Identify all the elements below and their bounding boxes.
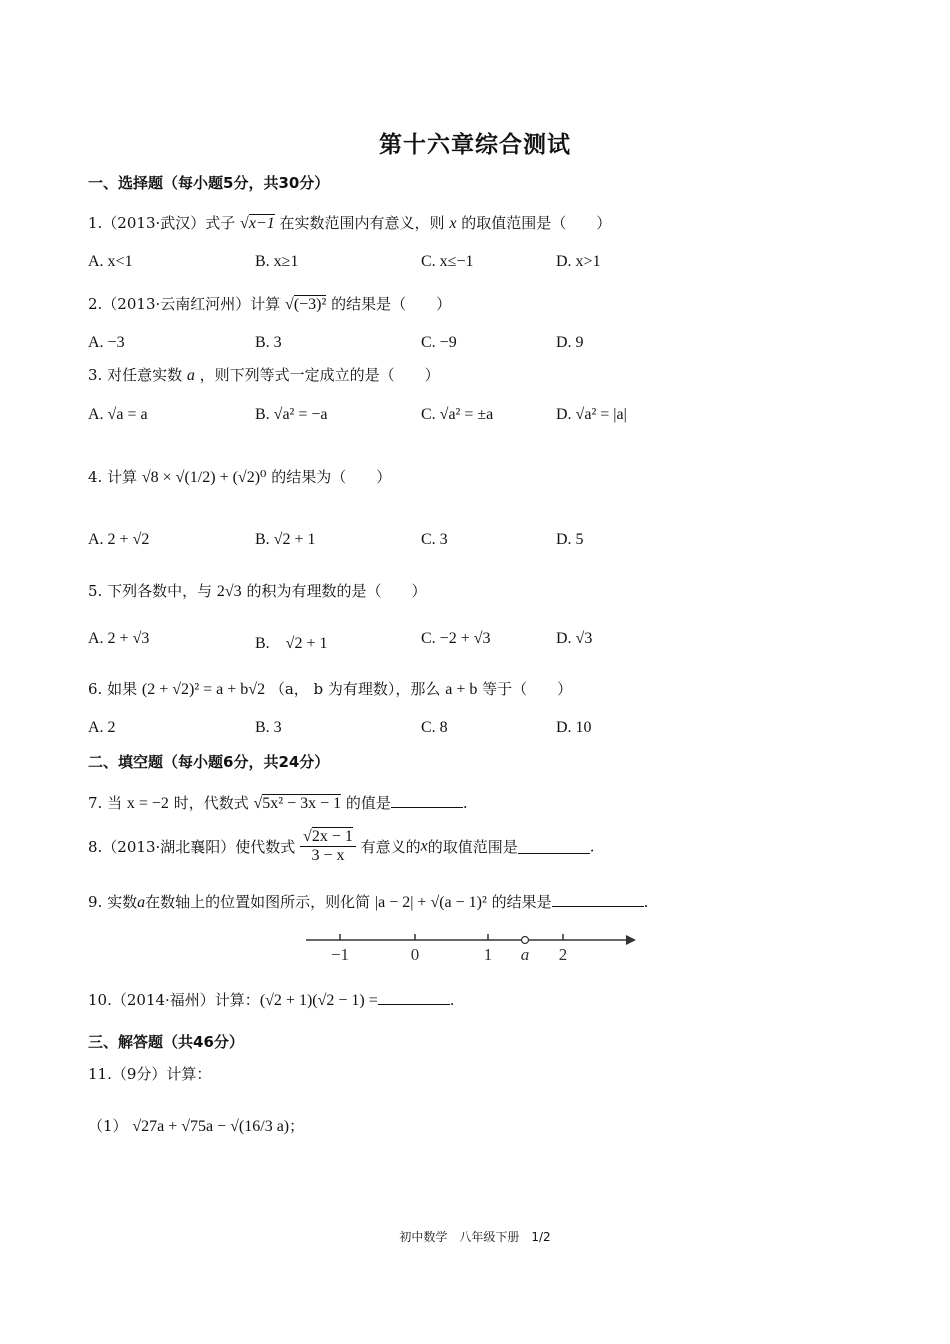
question-9	[88, 891, 648, 912]
q4-option-a[interactable]: A. 2 + √2	[88, 531, 150, 548]
q3-option-d[interactable]: D. √a² = |a|	[556, 406, 627, 423]
q8-numerator: 2x − 1	[311, 828, 353, 845]
question-3	[88, 364, 440, 385]
label-one: 1	[483, 945, 493, 964]
section-heading-solve: 三、解答题（共46分）	[88, 1033, 244, 1051]
q7-sqrt-expr: √5x² − 3x − 1	[253, 795, 342, 812]
number-line-figure	[300, 924, 648, 972]
q6-option-d[interactable]: D. 10	[556, 719, 592, 736]
q1-suffix: 在实数范围内有意义，则	[279, 214, 445, 232]
q10-expr: (√2 + 1)(√2 − 1) =	[259, 992, 378, 1009]
q2-option-b[interactable]: B. 3	[255, 334, 282, 351]
q2-option-d[interactable]: D. 9	[556, 334, 584, 351]
label-minus-one: −1	[330, 945, 350, 964]
q4-option-b[interactable]: B. √2 + 1	[255, 531, 316, 548]
q4-prefix: 4. 计算	[88, 468, 138, 486]
q7-end: .	[462, 794, 468, 812]
q7-suffix: 的值是	[345, 794, 391, 812]
question-4	[88, 466, 391, 487]
q10-answer-blank[interactable]	[378, 990, 450, 1005]
page-footer: 初中数学 八年级下册 1/2	[399, 1230, 551, 1244]
q6-expr: (2 + √2)² = a + b√2	[141, 681, 266, 698]
q2-suffix: 的结果是（ ）	[331, 295, 452, 313]
label-two: 2	[558, 945, 568, 964]
question-8	[88, 828, 595, 865]
q7-prefix: 7. 当	[88, 794, 123, 812]
q3-option-a[interactable]: A. √a = a	[88, 406, 148, 423]
question-11: 11.（9分）计算：	[88, 1065, 212, 1083]
q4-suffix: 的结果为（ ）	[271, 468, 392, 486]
q4-option-d[interactable]: D. 5	[556, 531, 584, 548]
q2-prefix: 2.（2013·云南红河州）计算	[88, 295, 281, 313]
q6-prefix: 6. 如果	[88, 680, 138, 698]
q5-prefix: 5. 下列各数中，与	[88, 582, 213, 600]
q1-prefix: 1.（2013·武汉）式子	[88, 214, 236, 232]
q8-suffix: 有意义的	[360, 838, 421, 856]
q11-sub1-label: （1）	[88, 1117, 128, 1135]
question-2	[88, 293, 451, 314]
q4-expr: √8 × √(1/2) + (√2)⁰	[141, 469, 267, 486]
q6-option-b[interactable]: B. 3	[255, 719, 282, 736]
q8-fraction: $\frac{√2x - 1}{3 - x}$	[300, 828, 356, 865]
section-heading-fill: 二、填空题（每小题6分，共24分）	[88, 753, 330, 771]
q1-sqrt-expr: √x−1	[240, 215, 275, 232]
q1-var: x	[449, 215, 457, 232]
q1-option-c[interactable]: C. x≤−1	[421, 253, 474, 270]
label-a: a	[520, 945, 530, 964]
q4-option-c[interactable]: C. 3	[421, 531, 448, 548]
page-title: 第十六章综合测试	[379, 132, 571, 158]
q5-option-a[interactable]: A. 2 + √3	[88, 630, 150, 647]
q9-end: .	[643, 893, 649, 911]
q11-sub1-end: ；	[289, 1117, 305, 1135]
q6-option-a[interactable]: A. 2	[88, 719, 116, 736]
q3-option-b[interactable]: B. √a² = −a	[255, 406, 328, 423]
q3-prefix: 3. 对任意实数	[88, 366, 183, 384]
point-a-marker	[522, 937, 529, 944]
q5-expr: 2√3	[216, 583, 242, 600]
q3-suffix: ，则下列等式一定成立的是（ ）	[199, 366, 440, 384]
q1-option-d[interactable]: D. x>1	[556, 253, 601, 270]
q10-prefix: 10.（2014·福州）计算：	[88, 991, 260, 1009]
question-6	[88, 678, 572, 699]
q9-prefix: 9. 实数	[88, 893, 138, 911]
q9-suffix: 的结果是	[491, 893, 552, 911]
q9-mid: 在数轴上的位置如图所示，则化简	[145, 893, 371, 911]
q9-var: a	[137, 894, 146, 911]
q7-mid: 时，代数式	[173, 794, 249, 812]
q2-sqrt-expr: √(−3)²	[285, 296, 327, 313]
label-zero: 0	[410, 945, 420, 964]
q11-sub1-expr: √27a + √75a − √(16/3 a)	[132, 1118, 290, 1135]
q10-end: .	[449, 991, 455, 1009]
q5-option-b[interactable]: B. √2 + 1	[255, 635, 328, 652]
section-heading-choice: 一、选择题（每小题5分，共30分）	[88, 174, 330, 192]
q2-option-c[interactable]: C. −9	[421, 334, 457, 351]
q6-expr2: a + b	[445, 681, 478, 698]
q1-tail: 的取值范围是（ ）	[461, 214, 612, 232]
question-1	[88, 212, 611, 233]
q8-end: .	[589, 837, 595, 856]
q9-answer-blank[interactable]	[552, 892, 644, 907]
q8-tail: 的取值范围是	[427, 838, 518, 856]
q6-suffix: （a， b 为有理数），那么	[269, 680, 441, 698]
q6-option-c[interactable]: C. 8	[421, 719, 448, 736]
q1-option-a[interactable]: A. x<1	[88, 253, 133, 270]
question-11-part-1	[88, 1115, 304, 1136]
question-7	[88, 792, 468, 813]
q6-tail: 等于（ ）	[482, 680, 573, 698]
q8-prefix: 8.（2013·湖北襄阳）使代数式	[88, 838, 296, 856]
q5-option-c[interactable]: C. −2 + √3	[421, 630, 491, 647]
question-5	[88, 580, 426, 601]
q1-option-b[interactable]: B. x≥1	[255, 253, 299, 270]
q7-answer-blank[interactable]	[391, 793, 463, 808]
q3-var: a	[186, 367, 195, 384]
q2-option-a[interactable]: A. −3	[88, 334, 125, 351]
q3-option-c[interactable]: C. √a² = ±a	[421, 406, 494, 423]
q7-expr: x = −2	[126, 795, 169, 812]
q8-denominator: 3 − x	[311, 847, 345, 864]
q8-var: x	[420, 837, 428, 855]
q5-option-d[interactable]: D. √3	[556, 630, 593, 647]
question-10	[88, 989, 455, 1010]
arrow-right-icon	[626, 935, 636, 945]
q8-answer-blank[interactable]	[518, 839, 590, 854]
q9-expr: |a − 2| + √(a − 1)²	[374, 894, 487, 911]
q5-suffix: 的积为有理数的是（ ）	[246, 582, 427, 600]
